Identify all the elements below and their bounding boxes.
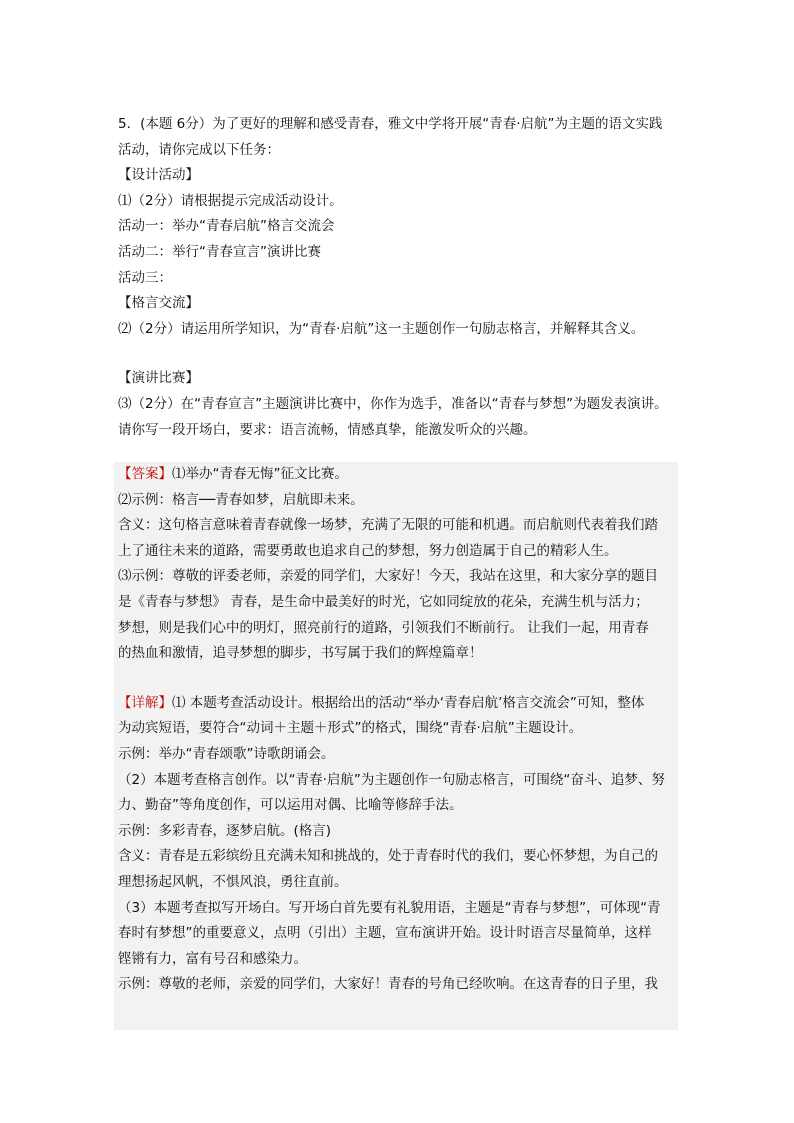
question-2: ⑵（2分）请运用所学知识，为“青春·启航”这一主题创作一句励志格言，并解释其含义。 <box>118 320 645 337</box>
section-heading-motto: 【格言交流】 <box>118 295 199 312</box>
question-section <box>118 112 678 443</box>
detail-3-cont-2: 铿锵有力，富有号召和感染力。 <box>118 950 307 967</box>
answer-label: 【答案】 <box>118 466 172 482</box>
answer-2-meaning-cont: 上了通往未来的道路，需要勇敢也追求自己的梦想，努力创造属于自己的精彩人生。 <box>118 542 618 559</box>
question-3-cont: 请你写一段开场白，要求：语言流畅，情感真挚，能激发听众的兴趣。 <box>118 421 537 438</box>
detail-2-example: 示例：多彩青春，逐梦启航。(格言) <box>118 822 332 839</box>
detail-2-meaning-cont: 理想扬起风帆，不惧风浪，勇往直前。 <box>118 873 348 890</box>
detail-3: （3）本题考查拟写开场白。写开场白首先要有礼貌用语，主题是“青春与梦想”，可体现“青 <box>118 899 661 916</box>
detail-1 <box>118 691 678 717</box>
detail-2-cont: 力、勤奋”等角度创作，可以运用对偶、比喻等修辞手法。 <box>118 797 463 814</box>
answer-3-cont-2: 梦想，则是我们心中的明灯，照亮前行的道路，引领我们不断前行。 让我们一起，用青春 <box>118 619 649 636</box>
detail-1-text: ⑴ 本题考查活动设计。根据给出的活动“举办‘青春启航’格言交流会”可知，整体 <box>172 694 645 711</box>
question-intro-cont: 活动，请你完成以下任务： <box>118 141 280 158</box>
detail-2-meaning: 含义：青春是五彩缤纷且充满未知和挑战的，处于青春时代的我们，要心怀梦想，为自己的 <box>118 848 658 865</box>
section-heading-speech: 【演讲比赛】 <box>118 370 199 387</box>
question-intro: 5．(本题 6分）为了更好的理解和感受青春，雅文中学将开展“青春·启航”为主题的语文实践 <box>118 116 663 132</box>
answer-3-cont-1: 是《青春与梦想》 青春，是生命中最美好的时光，它如同绽放的花朵，充满生机与活力； <box>118 593 649 610</box>
answer-2: ⑵示例：格言──青春如梦，启航即未来。 <box>118 491 364 508</box>
answer-3-cont-3: 的热血和激情，追寻梦想的脚步，书写属于我们的辉煌篇章！ <box>118 645 483 662</box>
detail-3-cont-1: 春时有梦想”的重要意义，点明（引出）主题，宣布演讲开始。设计时语言尽量简单，这样 <box>118 925 652 942</box>
detail-3-example: 示例：尊敬的老师，亲爱的同学们，大家好！青春的号角已经吹响。在这青春的日子里，我 <box>118 976 658 993</box>
answer-3: ⑶示例：尊敬的评委老师，亲爱的同学们，大家好！今天，我站在这里，和大家分享的题目 <box>118 568 658 585</box>
detail-label: 【详解】 <box>118 694 172 711</box>
activity-2: 活动二：举行“青春宣言”演讲比赛 <box>118 243 321 260</box>
question-1: ⑴（2分）请根据提示完成活动设计。 <box>118 192 343 209</box>
answer-1-text: ⑴举办“青春无悔”征文比赛。 <box>172 466 348 482</box>
detail-1-cont: 为动宾短语，要符合“动词＋主题＋形式”的格式，围绕“青春·启航”主题设计。 <box>118 720 583 737</box>
detail-2: （2）本题考查格言创作。以“青春·启航”为主题创作一句励志格言，可围绕“奋斗、追梦、努 <box>118 771 665 788</box>
activity-3: 活动三： <box>118 269 172 286</box>
answer-1 <box>118 462 678 488</box>
answer-content <box>114 462 678 1030</box>
activity-1: 活动一：举办“青春启航”格言交流会 <box>118 218 335 235</box>
answer-2-meaning: 含义：这句格言意味着青春就像一场梦，充满了无限的可能和机遇。而启航则代表着我们踏 <box>118 517 658 534</box>
question-3: ⑶（2分）在“青春宣言”主题演讲比赛中，你作为选手，准备以“青春与梦想”为题发表演讲。 <box>118 395 668 412</box>
section-heading-design: 【设计活动】 <box>118 167 199 184</box>
detail-1-example: 示例：举办“青春颂歌”诗歌朗诵会。 <box>118 745 335 762</box>
